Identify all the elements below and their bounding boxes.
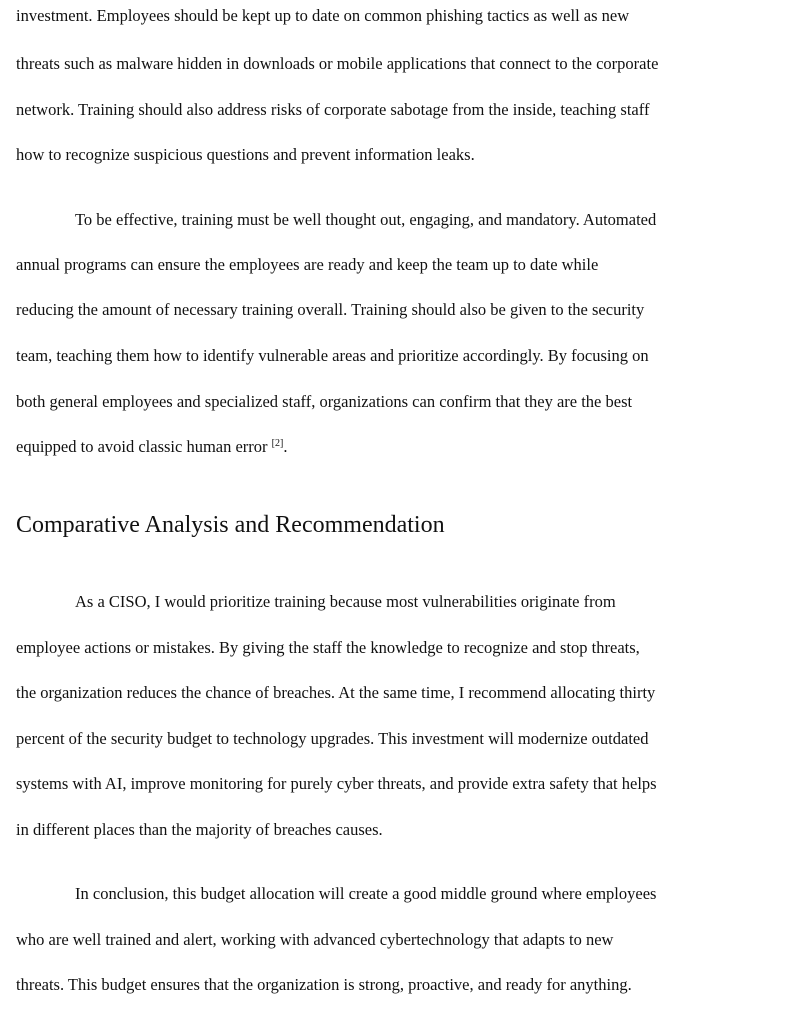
- paragraph-4-line: In conclusion, this budget allocation will create a good middle ground where employees: [75, 884, 657, 903]
- paragraph-3-line: systems with AI, improve monitoring for purely cyber threats, and provide extra safety that helps: [16, 774, 657, 793]
- paragraph-2-line: To be effective, training must be well thought out, engaging, and mandatory. Automated: [75, 210, 657, 229]
- paragraph-4-line: who are well trained and alert, working with advanced cybertechnology that adapts to new: [16, 930, 614, 949]
- paragraph-3-line: employee actions or mistakes. By giving the staff the knowledge to recognize and stop threats,: [16, 638, 640, 657]
- paragraph-3-line: in different places than the majority of breaches causes.: [16, 820, 383, 839]
- paragraph-2-line: team, teaching them how to identify vulnerable areas and prioritize accordingly. By focusing on: [16, 346, 649, 365]
- paragraph-1-line: threats such as malware hidden in downloads or mobile applications that connect to the corporate: [16, 54, 659, 73]
- paragraph-1-line: network. Training should also address risks of corporate sabotage from the inside, teaching staff: [16, 100, 650, 119]
- paragraph-2-line: both general employees and specialized staff, organizations can confirm that they are the best: [16, 392, 633, 411]
- section-heading: Comparative Analysis and Recommendation: [16, 512, 445, 538]
- paragraph-1-line: how to recognize suspicious questions and prevent information leaks.: [16, 145, 475, 164]
- paragraph-2-line: reducing the amount of necessary training overall. Training should also be given to the security: [16, 300, 645, 319]
- paragraph-3-line: percent of the security budget to technology upgrades. This investment will modernize outdated: [16, 729, 649, 748]
- paragraph-2-last-line: [16, 437, 287, 457]
- paragraph-2-line: annual programs can ensure the employees are ready and keep the team up to date while: [16, 255, 599, 274]
- paragraph-3-line: the organization reduces the chance of breaches. At the same time, I recommend allocating thirty: [16, 683, 656, 702]
- end-punctuation: .: [283, 437, 288, 456]
- citation-marker: [2]: [271, 438, 284, 449]
- paragraph-4-line: threats. This budget ensures that the organization is strong, proactive, and ready for anything.: [16, 975, 632, 994]
- paragraph-1-line: investment. Employees should be kept up to date on common phishing tactics as well as new: [16, 6, 630, 25]
- paragraph-3-line: As a CISO, I would prioritize training because most vulnerabilities originate from: [75, 592, 616, 611]
- paragraph-2-line: equipped to avoid classic human error: [16, 437, 268, 456]
